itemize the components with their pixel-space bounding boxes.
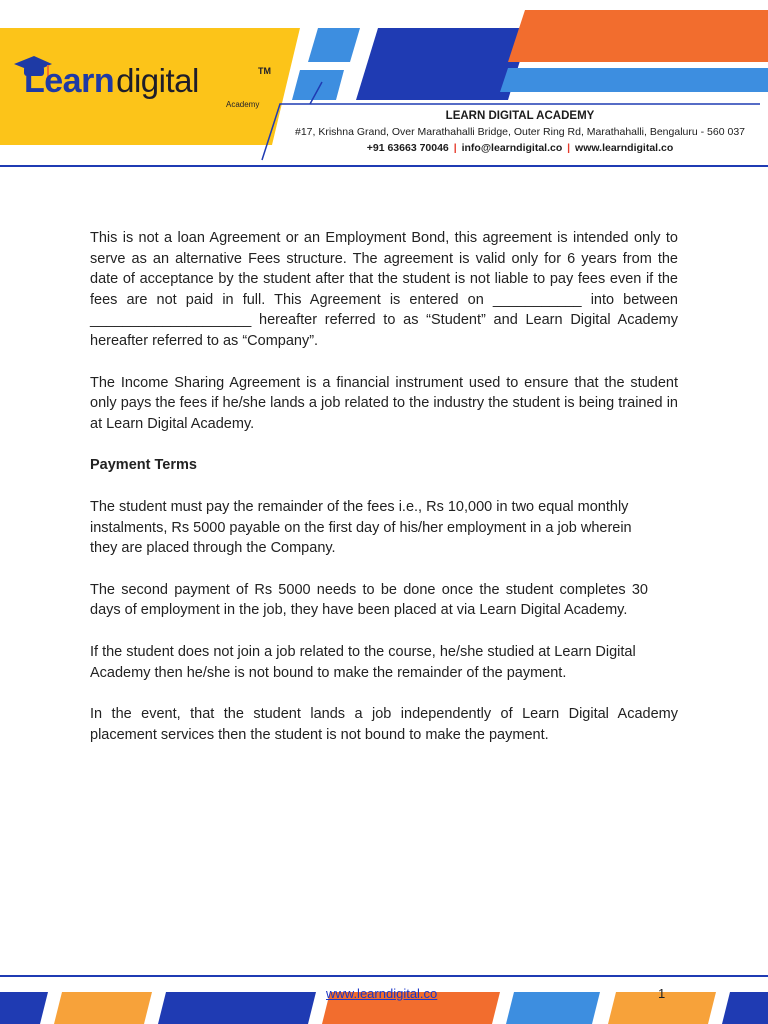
paragraph-no-job: If the student does not join a job related to the course, he/she studied at Learn Digital Academy then he/she is not bound to make the remainder of the payment. xyxy=(90,643,636,681)
organization-name: LEARN DIGITAL ACADEMY xyxy=(445,110,595,122)
page-number: 1 xyxy=(658,986,666,1001)
paragraph-intro: This is not a loan Agreement or an Employment Bond, this agreement is intended only to serve as an alternative Fees structure. The agreement is valid only for 6 years from the date of acceptance by the student after that the student is not liable to pay fees even if the fees are not paid in full. This Agreement is entered on ___________ into between ____________________ hereafter referred to as “Student” and Learn Digital Academy hereafter referred to as “Company”. xyxy=(90,230,678,349)
separator: | xyxy=(453,142,457,154)
website-address: www.learndigital.co xyxy=(575,142,674,154)
paragraph-isa: The Income Sharing Agreement is a financial instrument used to ensure that the student only pays the fees if he/she lands a job related to the industry the student is being trained in at Learn Digital Academy. xyxy=(90,374,678,432)
phone-number: +91 63663 70046 xyxy=(366,142,449,154)
footer-website-link[interactable]: www.learndigital.co xyxy=(326,986,438,1001)
agreement-body xyxy=(90,228,678,766)
separator: | xyxy=(567,142,571,154)
organization-address: #17, Krishna Grand, Over Marathahalli Bridge, Outer Ring Rd, Marathahalli, Bengaluru - 560 037 xyxy=(295,126,745,138)
organization-info xyxy=(280,110,760,154)
section-heading-payment-terms: Payment Terms xyxy=(90,457,197,474)
paragraph-payment-1: The student must pay the remainder of the fees i.e., Rs 10,000 in two equal monthly instalments, Rs 5000 payable on the first day of his/her employment in a job wherein they are placed through the Company. xyxy=(90,498,632,557)
paragraph-payment-2: The second payment of Rs 5000 needs to be done once the student completes 30 days of employment in the job, they have been placed at via Learn Digital Academy. xyxy=(90,581,648,619)
letterhead xyxy=(0,0,768,170)
logo-trademark: TM xyxy=(258,66,271,76)
email-address: info@learndigital.co xyxy=(461,142,563,154)
logo-academy-label: Academy xyxy=(226,100,260,109)
paragraph-independent-job: In the event, that the student lands a job independently of Learn Digital Academy placement services then the student is not bound to make the payment. xyxy=(90,706,678,743)
header-divider xyxy=(0,165,768,167)
organization-contact xyxy=(280,142,760,154)
logo-wordmark: Learndigital xyxy=(24,62,199,100)
footer-divider xyxy=(0,975,768,977)
